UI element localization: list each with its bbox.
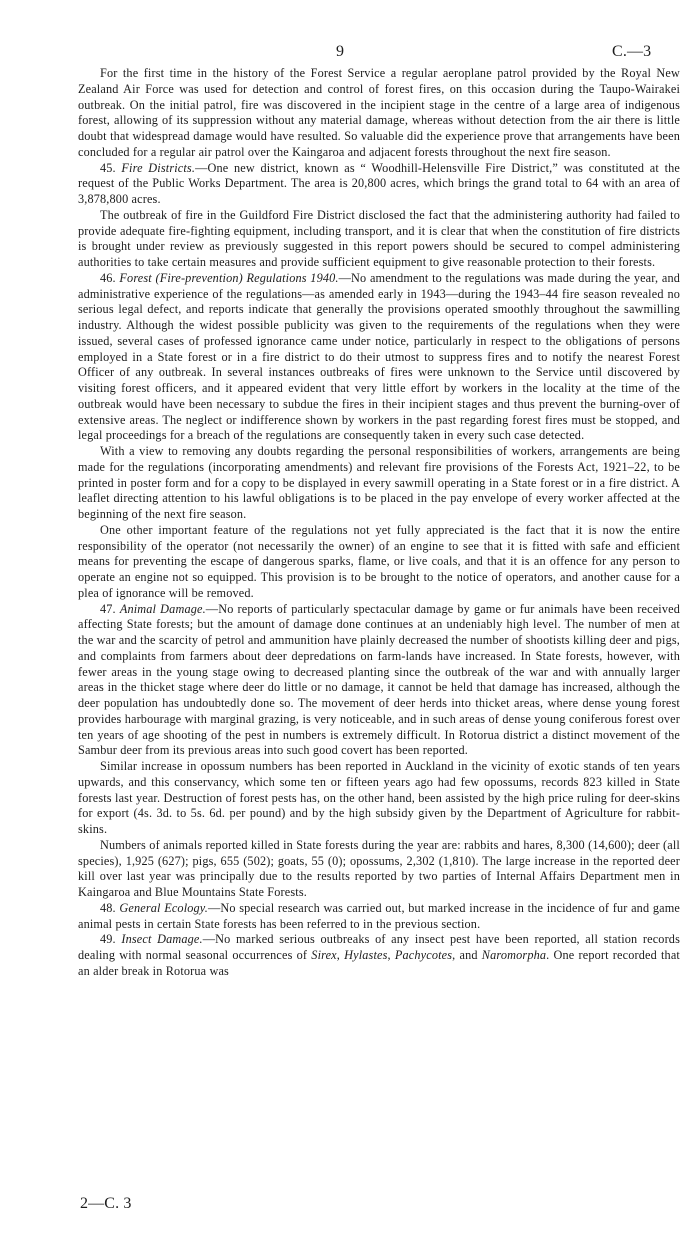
section-number: 45.: [100, 160, 116, 175]
paragraph-poster-form: With a view to removing any doubts regarding the personal responsibilities of workers, arrangements are being made for the regulations (incorporating amendments) and relevant fire provisions of the Forests Act, 1921–22, to be printed in poster form and for a copy to be displayed in every sawmill operating in a State forest or in a fire district. A leaflet directing attention to his lawful obligations is to be placed in the pay envelope of every worker affected at the beginning of the next fire season.: [78, 444, 680, 521]
section-number: 46.: [100, 270, 116, 285]
taxon-name: Sirex: [311, 948, 337, 962]
section-48: [78, 901, 680, 933]
section-title: Fire Districts.: [121, 160, 196, 175]
taxon-name: Hylastes: [344, 948, 388, 962]
section-49: 49. Insect Damage.—No marked serious outbreaks of any insect pest have been reported, all station records dealing with normal seasonal occurrences of Sirex, Hylastes, Pachycotes, and Naromorpha. One report recorded that an alder break in Rotorua was: [78, 932, 680, 978]
section-47: [78, 602, 680, 760]
section-number: 49.: [100, 932, 116, 947]
section-45: [78, 161, 680, 208]
section-title: General Ecology.: [119, 900, 208, 915]
section-title: Insect Damage.: [121, 932, 203, 947]
taxon-name: Naromorpha: [481, 948, 547, 962]
section-text: —No marked serious outbreaks of any insect pest have been reported, all station records dealing with normal seasonal occurrences of: [78, 932, 680, 962]
paragraph-operator-responsibility: One other important feature of the regulations not yet fully appreciated is the fact that it is now the entire responsibility of the operator (not necessarily the owner) of an engine to see that it is fitted with safe and efficient means for preventing the escape of dangerous sparks, flame, or live coals, and that it is an offence for any person to operate an engine not so equipped. This provision is to be brought to the notice of operators, and another cause for a plea of ignorance will be removed.: [78, 522, 680, 600]
document-reference: C.—3: [612, 43, 652, 60]
paragraph-guildford: The outbreak of fire in the Guildford Fire District disclosed the fact that the administering authority had failed to provide adequate fire-fighting equipment, including transport, and it is clear that when the constitution of fire districts is brought under review as previously suggested in this report powers should be secured to compel administering authorities to take certain measures and provide sufficient equipment to give reasonable protection to their forests.: [78, 207, 680, 269]
section-title: Forest (Fire-prevention) Regulations 1940.: [119, 270, 339, 285]
section-title: Animal Damage.: [119, 601, 206, 616]
section-46: [78, 271, 680, 444]
section-number: 48.: [100, 900, 116, 915]
section-text: . One report recorded that an alder break in Rotorua was: [78, 948, 680, 978]
taxon-name: Pachycotes: [394, 948, 453, 962]
paragraph-animals-killed: Numbers of animals reported killed in State forests during the year are: rabbits and hares, 8,300 (14,600); deer (all species), 1,925 (627); pigs, 655 (502); goats, 55 (0); opossums, 2,302 (1,810). The large increase in the reported deer kill over last year was principally due to the results reported by two parties of Internal Affairs Department men in Kaingaroa and Blue Mountains State Forests.: [78, 837, 680, 899]
section-text: —No reports of particularly spectacular damage by game or fur animals have been received affecting State forests; but the amount of damage done continues at an undeniably high level. The number of men at the war and the scarcity of petrol and ammunition have plainly decreased the number of shootists killing deer and pigs, and complaints from farmers about deer depredations on farm-lands have increased. In State forests, however, with fewer areas in the young stage owing to decreased planting since the outbreak of the war and with annually larger areas in the thicket stage where deer do little or no damage, it cannot be held that damage has increased, although the deer population has undoubtedly done so. The movement of deer herds into thicket areas, where dense young forest provides harbourage with marginal grazing, is very noticeable, and in such areas of dense young coniferous forest over ten years of age shooting of the pest in numbers is extremely difficult. In Rotorua district a distinct movement of the Sambur deer from its previous areas into such good covert has been reported.: [78, 601, 680, 758]
section-text: —One new district, known as “ Woodhill-Helensville Fire District,” was constituted at the request of the Public Works Department. The area is 20,800 acres, which brings the grand total to 64 with an area of 3,878,800 acres.: [78, 160, 680, 206]
paragraph-opossum: Similar increase in opossum numbers has been reported in Auckland in the vicinity of exotic stands of ten years upwards, and this conservancy, which some ten or fifteen years ago had few opossums, records 823 killed in State forests last year. Destruction of forest pests has, on the other hand, been assisted by the high price ruling for deer-skins for export (4s. 3d. to 5s. 6d. per pound) and by the high subsidy given by the Department of Agriculture for rabbit-skins.: [78, 759, 680, 836]
section-text: —No special research was carried out, but marked increase in the incidence of fur and game animal pests in certain State forests has been referred to in the previous section.: [78, 900, 680, 931]
page-number: 9: [336, 43, 345, 60]
paragraph-air-patrol: For the first time in the history of the Forest Service a regular aeroplane patrol provided by the Royal New Zealand Air Force was used for detection and control of forest fires, on this occasion during the Taupo-Wairakei outbreak. On the initial patrol, fire was discovered in the incipient stage in the centre of a large area of indigenous forest, allowing of its suppression without any material damage, whereas without detection from the air there is little doubt that widespread damage would have resulted. So valuable did the experience prove that arrangements have been concluded for a regular air patrol over the Kaingaroa and adjacent forests throughout the next fire season.: [78, 66, 680, 159]
page-body: [78, 66, 680, 980]
section-text: —No amendment to the regulations was made during the year, and administrative experience of the regulations—as amended early in 1943—during the 1943–44 fire season revealed no serious legal defect, and reports indicate that generally the provisions operated smoothly throughout the sawmilling industry. Although the widest possible publicity was given to the requirements of the regulations when they were issued, several cases of professed ignorance came under notice, particularly in respect to the obligations of persons employed in a State forest or in a fire district to do their utmost to suppress fires and to notify the nearest Forest Officer of any outbreak. In several instances outbreaks of fires were unknown to the Service until discovered by visiting forest officers, and it appeared evident that very little effort by workers in the locality at the time of the outbreak would have been necessary to subdue the fires in their incipient stages and thus prevent the burning-over of extensive areas. The neglect or indifference shown by workers in the past regarding forest fires must be stopped, and legal proceedings for a breach of the regulations are consequently taken in every such case detected.: [78, 270, 681, 443]
section-number: 47.: [100, 601, 116, 616]
sheet-reference: 2—C. 3: [80, 1195, 132, 1212]
